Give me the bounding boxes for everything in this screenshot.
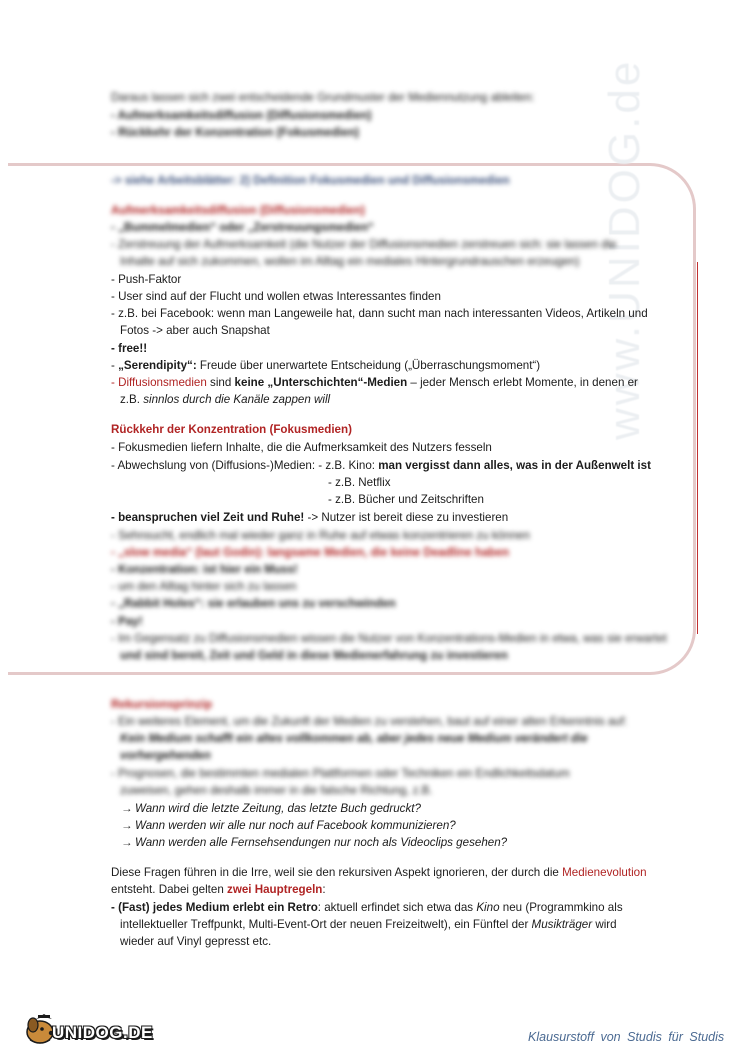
blurred-heading: Rekursionsprinzip <box>111 698 213 711</box>
blurred-line: vorhergehenden <box>120 749 211 762</box>
blurred-line: - „Bummelmedien“ oder „Zerstreuungsmedien“ <box>111 221 374 234</box>
blurred-line: zuweisen, gehen deshalb immer in die falsche Richtung, z.B. <box>120 784 433 797</box>
margin-rule <box>697 262 698 634</box>
heading-fokusmedien: Rückkehr der Konzentration (Fokusmedien) <box>111 423 352 436</box>
blurred-line: - Pay! <box>111 615 143 628</box>
rule-retro: - (Fast) jedes Medium erlebt ein Retro: aktuell erfindet sich etwa das Kino neu (Programmkino als <box>111 901 623 914</box>
bullet-fokus-netflix: - z.B. Netflix <box>328 476 391 489</box>
blurred-line: - Prognosen, die bestimmten medialen Plattformen oder Techniken ein Endlichkeitsdatum <box>111 767 570 780</box>
blurred-line: - Zerstreuung der Aufmerksamkeit (die Nutzer der Diffusionsmedien zerstreuen sich: sie lassen die <box>111 238 617 251</box>
watermark: www.UNIDOG.de <box>600 58 649 440</box>
bullet-free: - free!! <box>111 342 148 355</box>
bullet-fokus-2: - Abwechslung von (Diffusions-)Medien: - z.B. Kino: man vergisst dann alles, was in der Außenwelt ist <box>111 459 651 472</box>
rule-retro-cont: intellektueller Treffpunkt, Multi-Event-Ort der neuen Freizeitwelt), ein Fünftel der Musikträger wird <box>120 918 617 931</box>
arrow-right-icon: → <box>121 836 133 849</box>
blurred-line: - Rückkehr der Konzentration (Fokusmedien) <box>111 126 360 139</box>
blurred-line: Kein Medium schafft ein altes vollkommen ab, aber jedes neue Medium verändert die <box>120 732 588 745</box>
question-2: → Wann werden wir alle nur noch auf Facebook kommunizieren? <box>121 819 456 832</box>
blurred-line: Daraus lassen sich zwei entscheidende Grundmuster der Mediennutzung ableiten: <box>111 91 535 104</box>
blurred-line: - Aufmerksamkeitsdiffusion (Diffusionsmedien) <box>111 109 372 122</box>
blurred-line: - Im Gegensatz zu Diffusionsmedien wissen die Nutzer von Konzentrations-Medien in etwa, was sie erwartet <box>111 632 667 645</box>
arrow-right-icon: → <box>121 819 133 832</box>
blurred-line: Inhalte auf sich zukommen, wollen im Alltag ein mediales Hintergrundrauschen erzeugen) <box>120 255 580 268</box>
conclusion-line-2: entsteht. Dabei gelten zwei Hauptregeln: <box>111 883 326 896</box>
bullet-push-factor: - Push-Faktor <box>111 273 182 286</box>
bullet-user-flight: - User sind auf der Flucht und wollen etwas Interessantes finden <box>111 290 441 303</box>
question-1: → Wann wird die letzte Zeitung, das letzte Buch gedruckt? <box>121 802 421 815</box>
blurred-line: - „slow media“ (laut Godin): langsame Medien, die keine Deadline haben <box>111 546 510 559</box>
logo-text: UNIDOG.DE <box>52 1023 153 1042</box>
bullet-fokus-1: - Fokusmedien liefern Inhalte, die die Aufmerksamkeit des Nutzers fesseln <box>111 441 492 454</box>
blurred-line: - „Rabbit Holes“: sie erlauben uns zu verschwinden <box>111 597 396 610</box>
blurred-line: und sind bereit, Zeit und Geld in diese Medienerfahrung zu investieren <box>120 649 508 662</box>
bullet-facebook: - z.B. bei Facebook: wenn man Langeweile hat, dann sucht man nach interessanten Videos, Artikeln und <box>111 307 648 320</box>
blurred-heading: Aufmerksamkeitsdiffusion (Diffusionsmedien) <box>111 204 365 217</box>
blurred-line: - um den Alltag hinter sich zu lassen <box>111 580 297 593</box>
question-3: → Wann werden alle Fernsehsendungen nur noch als Videoclips gesehen? <box>121 836 508 849</box>
blurred-line: - Konzentration: ist hier ein Muss! <box>111 563 298 576</box>
rule-retro-cont-2: wieder auf Vinyl gepresst etc. <box>120 935 272 948</box>
blurred-line: - Sehnsucht, endlich mal wieder ganz in Ruhe auf etwas konzentrieren zu können <box>111 529 530 542</box>
bullet-facebook-cont: Fotos -> aber auch Snapshat <box>120 324 270 337</box>
bullet-diffusionsmedien-cont: z.B. sinnlos durch die Kanäle zappen will <box>120 393 331 406</box>
blurred-link-line: -> siehe Arbeitsblätter: 2) Definition Fokusmedien und Diffusionsmedien <box>111 174 510 187</box>
footer-tagline: Klausurstoff von Studis für Studis <box>528 1030 725 1044</box>
bullet-diffusionsmedien: - Diffusionsmedien sind keine „Unterschichten“-Medien – jeder Mensch erlebt Momente, in denen er <box>111 376 638 389</box>
bullet-serendipity: - „Serendipity“: Freude über unerwartete Entscheidung („Überraschungsmoment“) <box>111 359 541 372</box>
conclusion-line-1: Diese Fragen führen in die Irre, weil sie den rekursiven Aspekt ignorieren, der durch die Medienevolution <box>111 866 647 879</box>
blurred-line: - Ein weiteres Element, um die Zukunft der Medien zu verstehen, baut auf einer alten Erkenntnis auf: <box>111 715 628 728</box>
bullet-fokus-books: - z.B. Bücher und Zeitschriften <box>328 493 484 506</box>
arrow-right-icon: → <box>121 802 133 815</box>
bullet-fokus-time: - beanspruchen viel Zeit und Ruhe! -> Nutzer ist bereit diese zu investieren <box>111 511 509 524</box>
